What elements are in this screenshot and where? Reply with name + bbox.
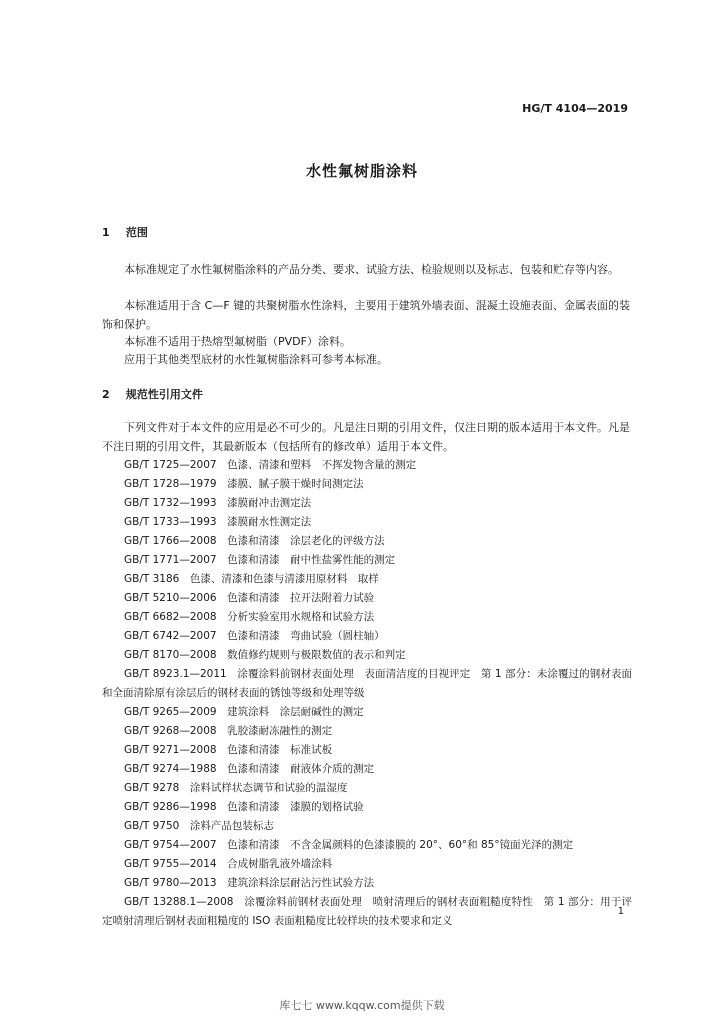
reference-item: GB/T 6742—2007 色漆和清漆 弯曲试验（圆柱轴） (124, 630, 385, 642)
standard-code: HG/T 4104—2019 (522, 102, 628, 115)
reference-item: GB/T 9780—2013 建筑涂料涂层耐沾污性试验方法 (124, 877, 375, 889)
reference-item: GB/T 8170—2008 数值修约规则与极限数值的表示和判定 (124, 649, 406, 661)
scope-paragraph-3: 本标准不适用于热熔型氟树脂（PVDF）涂料。 (124, 335, 351, 348)
scope-paragraph-2: 本标准适用于含 C—F 键的共聚树脂水性涂料，主要用于建筑外墙表面、混凝土设施表面、金属表面的装饰和保护。 (102, 299, 630, 331)
scope-paragraph-1: 本标准规定了水性氟树脂涂料的产品分类、要求、试验方法、检验规则以及标志、包装和贮存等内容。 (124, 263, 619, 276)
reference-item: GB/T 9278 涂料试样状态调节和试验的温湿度 (124, 782, 348, 794)
section-1-number: 1 (102, 226, 110, 239)
scope-paragraph-4: 应用于其他类型底材的水性氟树脂涂料可参考本标准。 (124, 353, 388, 366)
section-1-heading (102, 224, 148, 240)
section-2-title: 规范性引用文件 (125, 388, 203, 401)
page-number: 1 (617, 906, 624, 917)
reference-item: GB/T 1725—2007 色漆、清漆和塑料 不挥发物含量的测定 (124, 459, 417, 471)
reference-item: GB/T 9754—2007 色漆和清漆 不含金属颜料的色漆漆膜的 20°、60°和 85°镜面光泽的测定 (124, 839, 574, 851)
reference-item: GB/T 1728—1979 漆膜、腻子膜干燥时间测定法 (124, 478, 364, 490)
reference-item: GB/T 1771—2007 色漆和清漆 耐中性盐雾性能的测定 (124, 554, 396, 566)
reference-item: GB/T 6682—2008 分析实验室用水规格和试验方法 (124, 611, 375, 623)
reference-item: GB/T 9755—2014 合成树脂乳液外墙涂料 (124, 858, 333, 870)
reference-item: GB/T 5210—2006 色漆和清漆 拉开法附着力试验 (124, 592, 375, 604)
reference-item: GB/T 9286—1998 色漆和清漆 漆膜的划格试验 (124, 801, 364, 813)
reference-item: GB/T 1732—1993 漆膜耐冲击测定法 (124, 497, 312, 509)
reference-item: GB/T 1766—2008 色漆和清漆 涂层老化的评级方法 (124, 535, 385, 547)
reference-item: GB/T 8923.1—2011 涂覆涂料前钢材表面处理 表面清洁度的目视评定 第 1 部分：未涂覆过的钢材表面和全面清除原有涂层后的钢材表面的锈蚀等级和处理等级 (102, 668, 632, 699)
section-2-heading (102, 386, 203, 402)
reference-list (102, 456, 632, 931)
reference-item: GB/T 9750 涂料产品包装标志 (124, 820, 274, 832)
reference-item: GB/T 9265—2009 建筑涂料 涂层耐碱性的测定 (124, 706, 364, 718)
reference-item: GB/T 3186 色漆、清漆和色漆与清漆用原材料 取样 (124, 573, 379, 585)
reference-item: GB/T 13288.1—2008 涂覆涂料前钢材表面处理 喷射清理后的钢材表面粗糙度特性 第 1 部分：用于评定喷射清理后钢材表面粗糙度的 ISO 表面粗糙度比较样块的技术要求和定义 (102, 896, 632, 927)
document-title: 水性氟树脂涂料 (305, 162, 418, 180)
reference-item: GB/T 1733—1993 漆膜耐水性测定法 (124, 516, 312, 528)
reference-item: GB/T 9271—2008 色漆和清漆 标准试板 (124, 744, 333, 756)
section-1-title: 范围 (125, 226, 148, 239)
reference-item: GB/T 9274—1988 色漆和清漆 耐液体介质的测定 (124, 763, 375, 775)
section-2-number: 2 (102, 388, 110, 401)
download-watermark: 库七七 www.kqqw.com提供下载 (279, 999, 445, 1012)
references-intro: 下列文件对于本文件的应用是必不可少的。凡是注日期的引用文件，仅注日期的版本适用于本文件。凡是不注日期的引用文件，其最新版本（包括所有的修改单）适用于本文件。 (102, 421, 630, 453)
reference-item: GB/T 9268—2008 乳胶漆耐冻融性的测定 (124, 725, 333, 737)
